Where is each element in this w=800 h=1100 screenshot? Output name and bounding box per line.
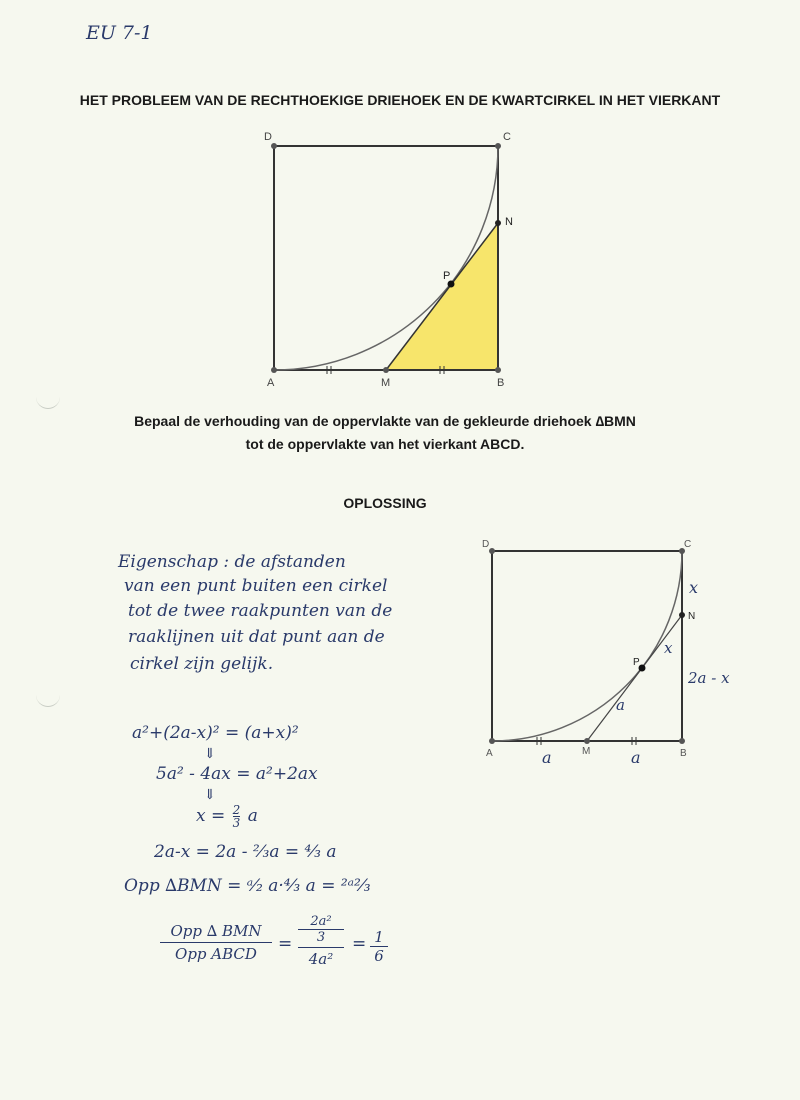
middle-numerator-bottom: 3: [298, 930, 344, 948]
point-b: [679, 738, 685, 744]
point-n: [679, 612, 685, 618]
implies-arrow-icon: ⇓: [204, 787, 216, 803]
ratio-fraction-middle: [298, 914, 344, 968]
label-p: P: [443, 270, 451, 282]
label-mp-a: a: [616, 696, 625, 714]
fraction-numerator: 2: [232, 803, 241, 817]
label-m: M: [582, 746, 591, 757]
punch-hole-upper: [36, 396, 60, 409]
solution-heading: OPLOSSING: [343, 495, 427, 511]
equation-area-bmn: Opp ∆BMN = ᵃ⁄₂ a·⁴⁄₃ a = ²ᵃ²⁄₃: [124, 876, 371, 896]
x-equals: x =: [196, 806, 226, 826]
point-c: [495, 143, 501, 149]
label-m: M: [381, 377, 391, 389]
label-mb-a: a: [631, 748, 641, 767]
page-title: HET PROBLEEM VAN DE RECHTHOEKIGE DRIEHOEK EN DE KWARTCIRKEL IN HET VIERKANT: [79, 92, 721, 108]
note-line: raaklijnen uit dat punt aan de: [128, 627, 385, 647]
label-c: C: [684, 539, 692, 550]
middle-denominator: 4a²: [308, 950, 334, 968]
ratio-fraction-left: [160, 922, 272, 963]
label-cn-x: x: [689, 578, 699, 597]
document-code-label: EU 7-1: [86, 22, 153, 44]
point-d: [489, 548, 495, 554]
problem-figure: [255, 128, 530, 396]
label-d: D: [482, 539, 490, 550]
note-line: van een punt buiten een cirkel: [124, 576, 388, 596]
ratio-numerator: Opp ∆ BMN: [160, 922, 272, 943]
segment-mn: [587, 615, 682, 741]
label-c: C: [503, 131, 511, 143]
point-a: [271, 367, 277, 373]
result-numerator: 1: [370, 928, 388, 947]
equation-nb-length: 2a-x = 2a - ⅔a = ⁴⁄₃ a: [154, 842, 337, 862]
point-d: [271, 143, 277, 149]
label-n: N: [505, 216, 513, 228]
punch-hole-lower: [36, 694, 60, 707]
fraction-denominator: 3: [232, 816, 241, 830]
quarter-circle-arc: [492, 551, 682, 741]
equation-expanded: 5a² - 4ax = a²+2ax: [156, 764, 318, 784]
implies-arrow-icon: ⇓: [204, 746, 216, 762]
ratio-result: [370, 928, 388, 965]
equals-sign: =: [352, 934, 367, 954]
label-d: D: [264, 131, 272, 143]
point-m: [383, 367, 389, 373]
ratio-denominator: Opp ABCD: [175, 945, 257, 963]
question-line-2: tot de oppervlakte van het vierkant ABCD.: [245, 436, 525, 452]
label-a: A: [267, 377, 275, 389]
point-m: [584, 738, 590, 744]
square-abcd: [492, 551, 682, 741]
point-a: [489, 738, 495, 744]
equals-sign: =: [278, 934, 293, 954]
variable-a: a: [247, 806, 258, 826]
note-line: Eigenschap : de afstanden: [118, 552, 346, 572]
point-b: [495, 367, 501, 373]
label-nb-2a-x: 2a - x: [688, 669, 730, 687]
point-n: [495, 220, 501, 226]
label-n: N: [688, 611, 696, 622]
result-denominator: 6: [374, 947, 384, 965]
label-b: B: [497, 377, 505, 389]
solution-figure: [478, 535, 738, 770]
note-line: tot de twee raakpunten van de: [128, 601, 393, 621]
label-am-a: a: [542, 748, 552, 767]
label-np-x: x: [664, 639, 673, 657]
middle-numerator-top: 2a²: [298, 914, 344, 930]
label-p: P: [633, 657, 640, 668]
label-b: B: [680, 748, 687, 759]
note-line: cirkel zijn gelijk.: [130, 654, 274, 674]
question-line-1: Bepaal de verhouding van de oppervlakte van de gekleurde driehoek ∆BMN: [134, 413, 636, 429]
label-a: A: [486, 748, 493, 759]
equation-pythagoras: a²+(2a-x)² = (a+x)²: [132, 723, 299, 743]
equation-x-solution: [196, 804, 258, 829]
